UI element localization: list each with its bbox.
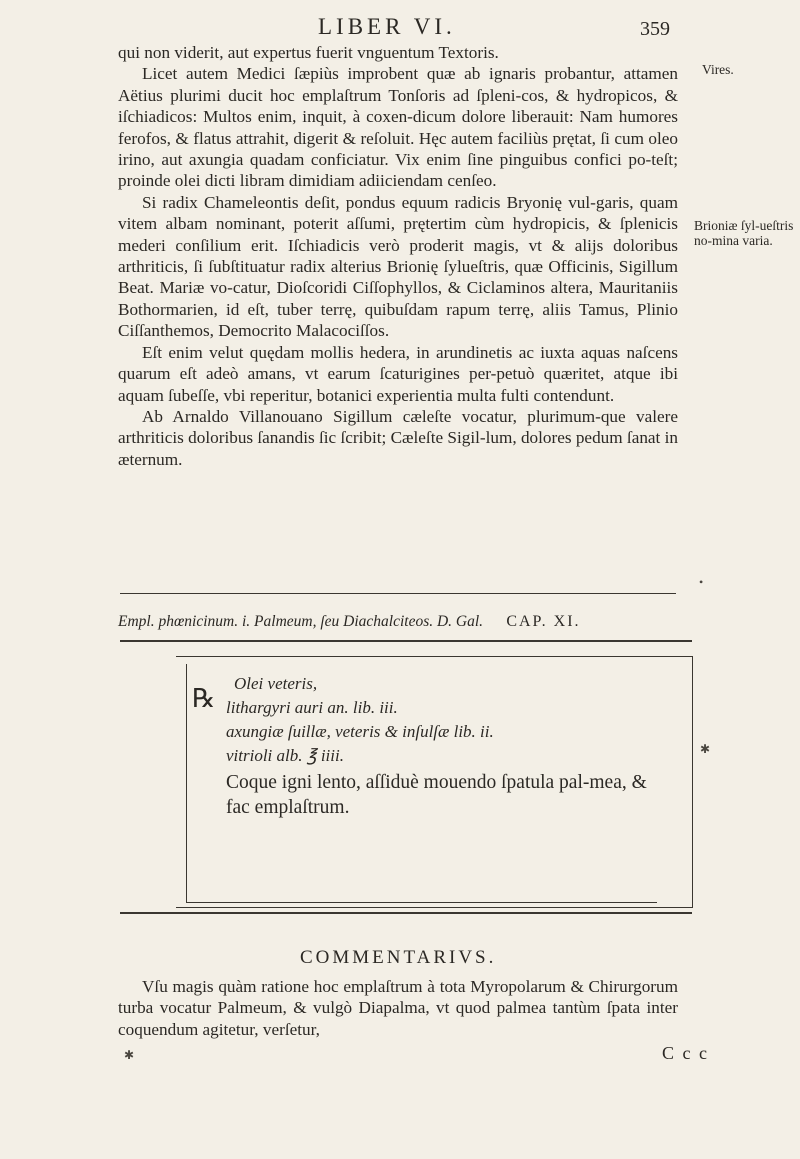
main-text xyxy=(118,42,678,470)
running-title: LIBER VI. xyxy=(318,14,456,39)
recipe-rx-icon: ℞ xyxy=(192,684,216,714)
commentary-heading: COMMENTARIVS. xyxy=(300,947,497,968)
ink-mark-icon: ✱ xyxy=(124,1048,135,1062)
paragraph: Vſu magis quàm ratione hoc emplaſtrum à tota Myropolarum & Chirurgorum turba vocatur Palmeum, & vulgò Diapalma, vt quod palmea tantùm ſpata inter coquendum agitetur, verſetur, xyxy=(118,977,678,1039)
ingredient-line: vitrioli alb. ℥ iiii. xyxy=(226,746,344,765)
page-number: 359 xyxy=(640,18,670,40)
ink-mark-icon: ✱ xyxy=(700,742,711,756)
ingredient-line: Olei veteris, xyxy=(234,674,318,693)
recipe-bottom-rule xyxy=(120,912,692,914)
recipe-title-text: Empl. phœnicinum. i. Palmeum, ſeu Diachalciteos. D. Gal. xyxy=(118,613,484,630)
recipe-top-rule xyxy=(120,640,692,642)
margin-note-vires: Vires. xyxy=(702,62,734,77)
paragraph: Eſt enim velut quędam mollis hedera, in arundinetis ac iuxta aquas naſcens quarum eſt adeò amans, vt earum ſcaturigines per-petuò quæritet, atque ibi aquam ſubeſſe, vbi reperitur, botanici experientia multa fulti contendunt. xyxy=(118,342,678,405)
page-header xyxy=(0,12,800,46)
section-divider xyxy=(120,593,676,594)
margin-note-brioniae: Brioniæ ſyl-ueſtris no-mina varia. xyxy=(694,218,794,248)
recipe-instructions: Coque igni lento, aſſiduè mouendo ſpatula pal-mea, & fac emplaſtrum. xyxy=(226,772,647,818)
ingredient-line: axungiæ ſuillæ, veteris & inſulſæ lib. ii. xyxy=(226,722,494,741)
paragraph: qui non viderit, aut expertus fuerit vnguentum Textoris. xyxy=(118,43,499,62)
commentary-text xyxy=(118,976,678,1040)
paragraph: Licet autem Medici ſæpiùs improbent quæ ab ignaris probantur, attamen Aëtius plurimi ducit hoc emplaſtrum Tonſoris ad ſpleni-cos, & hydropicos, & iſchiadicos: Multos enim, inquit, à coxen-dicum dolore liberauit: Nam humores ferofos, & flatus attrahit, digerit & reſoluit. Hęc autem faciliùs prętat, ſi cum oleo irino, aut axungia quadam conficiatur. Vix enim ſine pinguibus confici po-teſt; proinde olei dicti libram dimidiam adiiciendam cenſeo. xyxy=(118,64,678,191)
ingredient-line: lithargyri auri an. lib. iii. xyxy=(226,698,398,717)
signature-mark: C c c xyxy=(662,1043,709,1063)
recipe-title xyxy=(118,613,688,631)
chapter-label: CAP. XI. xyxy=(506,613,581,630)
ink-mark-icon: • xyxy=(699,575,704,589)
ingredients-list xyxy=(226,672,646,768)
paragraph: Si radix Chameleontis deſit, pondus equum radicis Bryonię vul-garis, quam vitem albam nominant, poterit aſſumi, prętertim cùm hydropicis, & ſplenicis mederi conſilium erit. Iſchiadicis verò proderit magis, vt & alijs doloribus arthriticis, ſi ſubſtituatur radix alterius Brionię ſylueſtris, quæ Officinis, Sigillum Beat. Mariæ vo-catur, Dioſcoridi Ciſſophyllos, & Ciclaminos altera, Mauritaniis Bothormarien, id eſt, tuber terrę, quibuſdam rapum terrę, aliis Tamus, Plinio Ciſſanthemos, Democrito Malacociſſos. xyxy=(118,192,678,341)
paragraph: Ab Arnaldo Villanouano Sigillum cæleſte vocatur, plurimum-que valere arthriticis doloribus ſanandis ſic ſcribit; Cæleſte Sigil-lum, dolores pedum ſanat in æternum. xyxy=(118,406,678,469)
